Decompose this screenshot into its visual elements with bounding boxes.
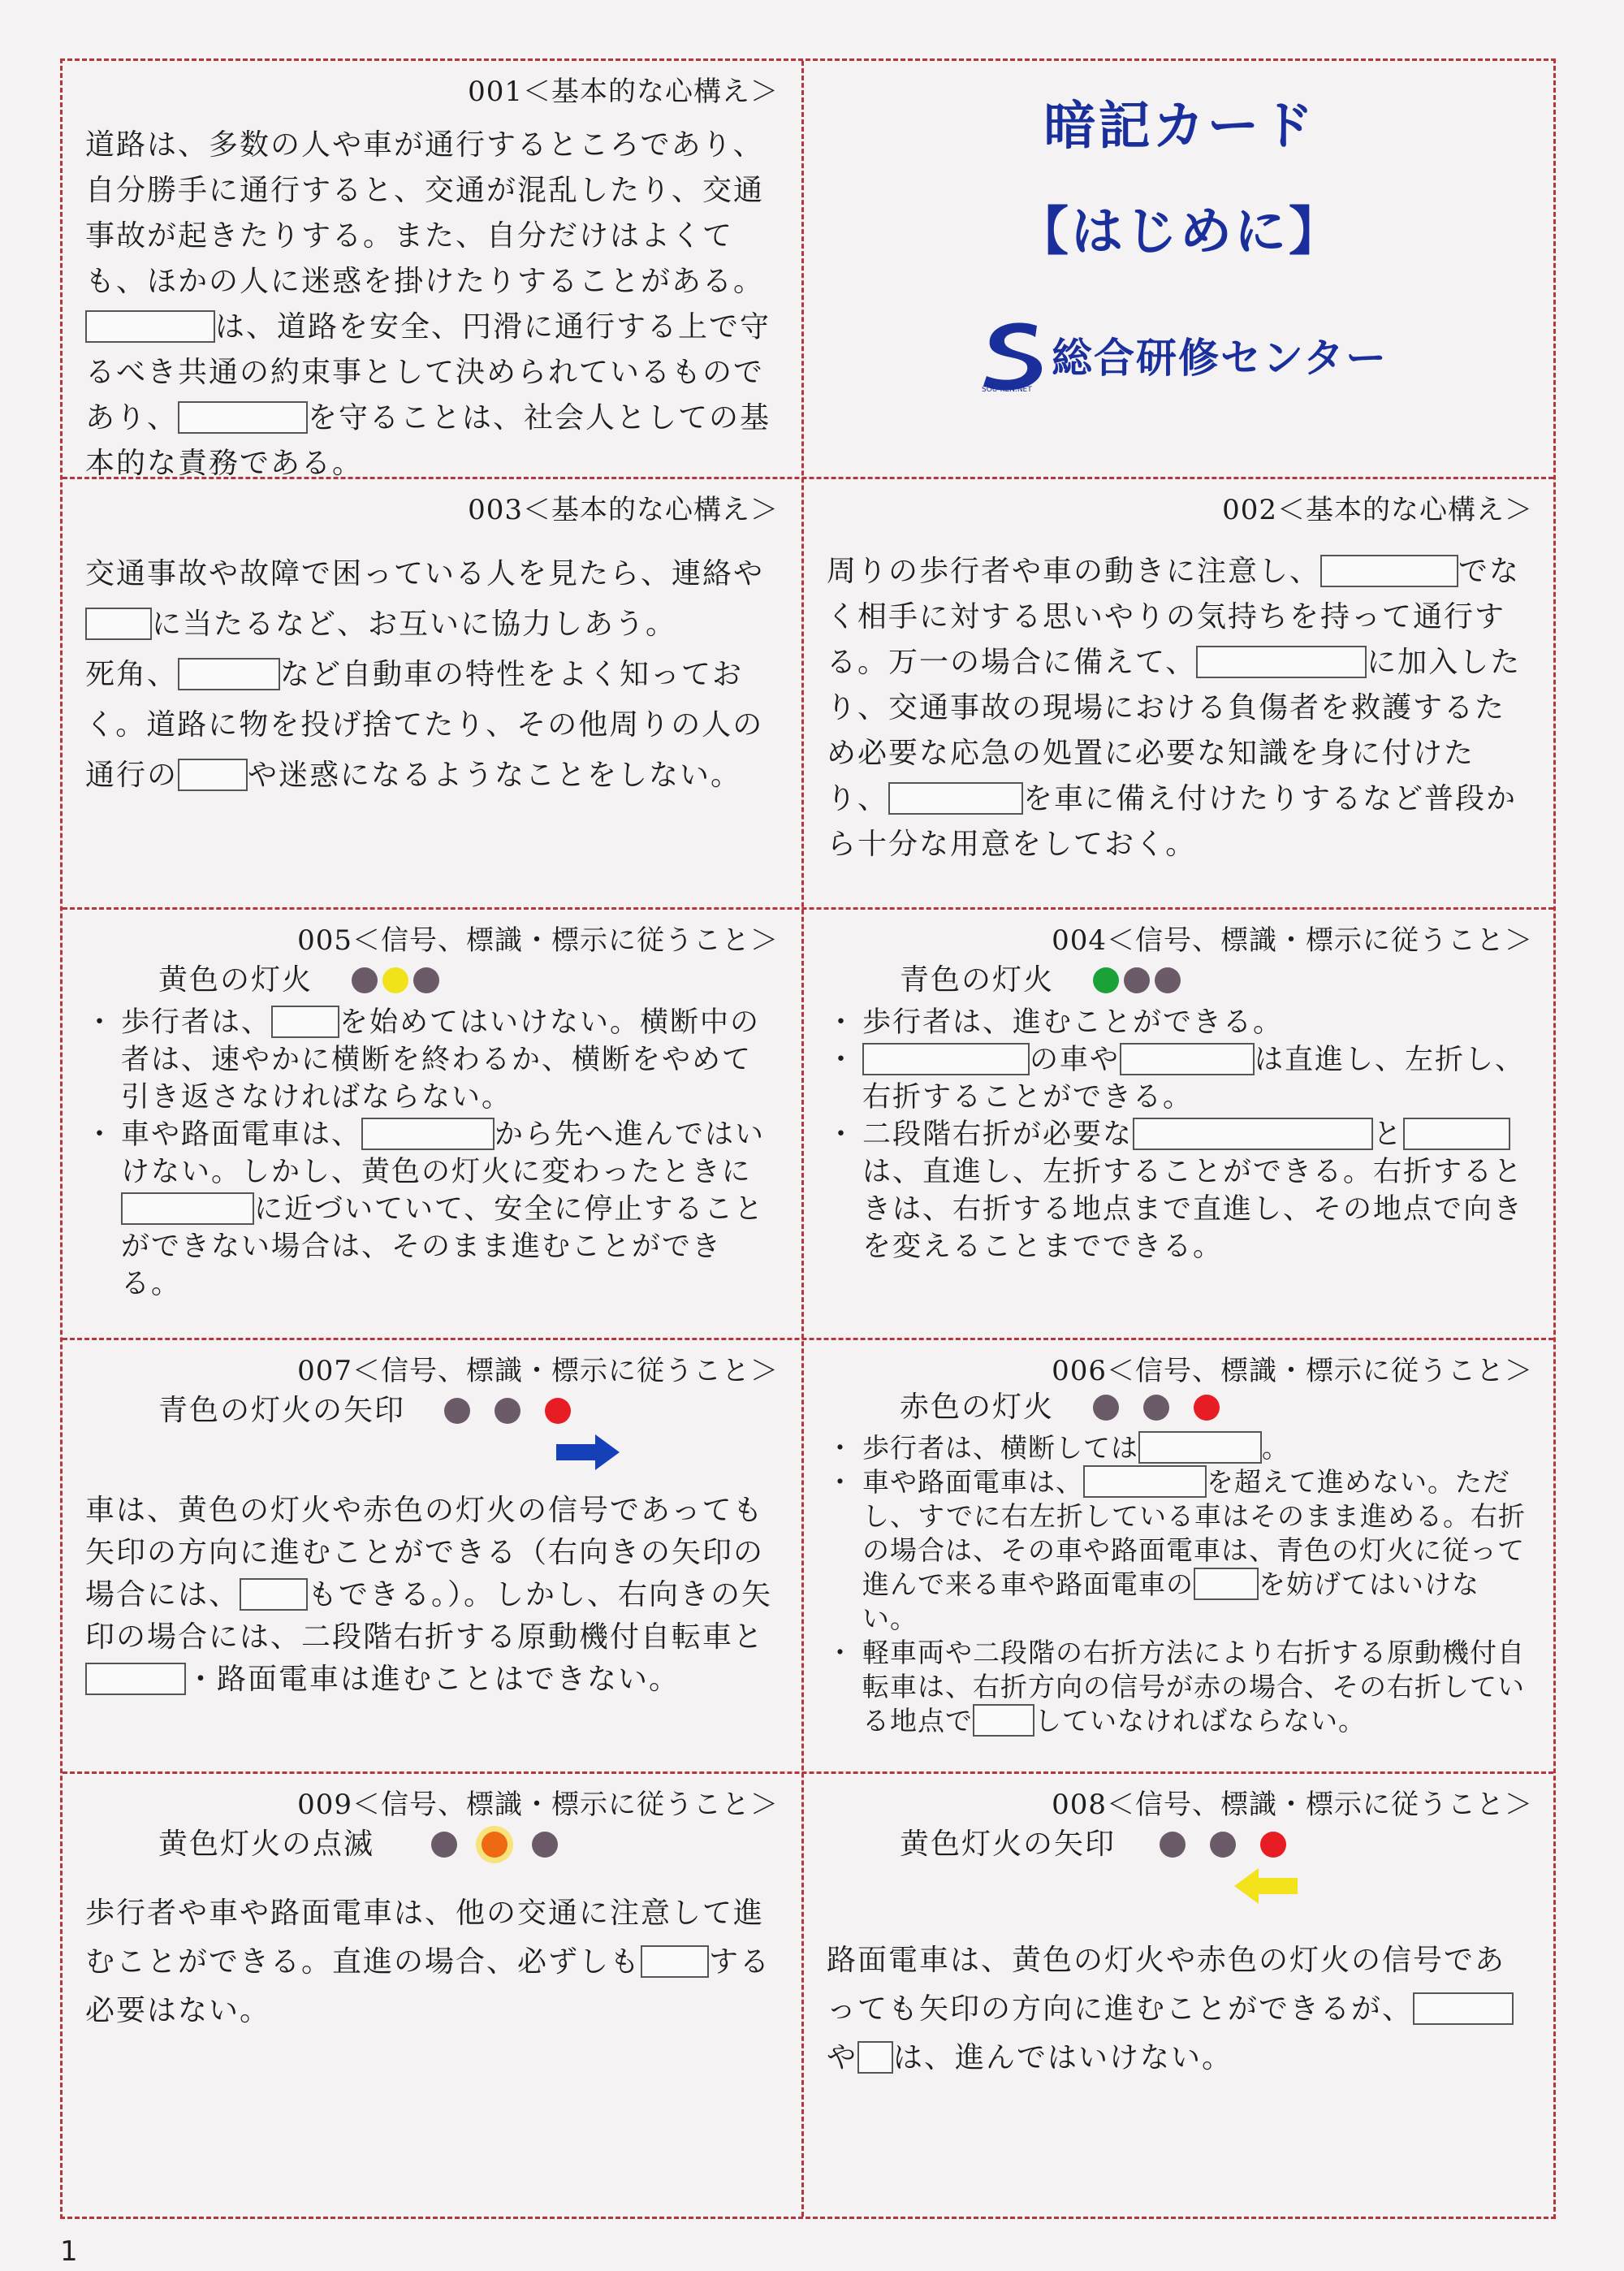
list-item: ・ 歩行者は、進むことができる。 (827, 1004, 1533, 1041)
rule-list (827, 1431, 1533, 1738)
signal-lamp-red-icon (545, 1398, 571, 1424)
signal-title: 黄色の灯火 (158, 963, 313, 997)
answer-blank[interactable] (888, 782, 1023, 815)
answer-blank[interactable] (1133, 1118, 1373, 1150)
answer-blank[interactable] (1083, 1465, 1207, 1498)
card-text: 交通事故や故障で困っている人を見たら、連絡やに当たるなど、お互いに協力しあう。 死角、 など自動車の特性をよく知っておく。道路に物を投げ捨てたり、その他周りの人の通行の や迷惑になるようなことをしない。 (85, 557, 765, 792)
signal-lamp-off-icon (1160, 1832, 1186, 1858)
answer-blank[interactable] (361, 1118, 495, 1150)
answer-blank[interactable] (1194, 1568, 1259, 1600)
signal-title: 青色の灯火の矢印 (158, 1394, 406, 1427)
answer-blank[interactable] (1120, 1043, 1255, 1075)
signal-row (158, 1824, 779, 1865)
card-002 (804, 479, 1556, 907)
answer-blank[interactable] (85, 608, 152, 640)
card-008 (804, 1774, 1556, 2219)
list-item: ・ の車や は直進し、左折し、右折することができる。 (827, 1041, 1533, 1116)
card-header: 005＜信号、標識・標示に従うこと＞ (297, 924, 779, 957)
signal-lamp-off-icon (352, 967, 378, 993)
answer-blank[interactable] (178, 759, 248, 791)
card-header: 009＜信号、標識・標示に従うこと＞ (297, 1789, 779, 1821)
signal-lamp-flashing-icon (482, 1832, 508, 1858)
signal-title: 黄色灯火の矢印 (900, 1828, 1116, 1861)
card-007 (63, 1340, 801, 1771)
signal-lamp-off-icon (444, 1398, 470, 1424)
answer-blank[interactable] (973, 1704, 1034, 1737)
page-title: 暗記カード (1043, 97, 1316, 157)
answer-blank[interactable] (857, 2041, 893, 2074)
signal-lamp-off-icon (1210, 1832, 1236, 1858)
signal-lamp-off-icon (1124, 967, 1150, 993)
list-item: ・ 歩行者は、 を始めてはいけない。横断中の者は、速やかに横断を終わるか、横断をやめて引き返さなければならない。 (85, 1004, 779, 1116)
rule-list (827, 1004, 1533, 1265)
list-item: ・ 歩行者は、横断しては 。 (827, 1431, 1533, 1465)
card-header: 006＜信号、標識・標示に従うこと＞ (1052, 1355, 1533, 1387)
card-header: 007＜信号、標識・標示に従うこと＞ (297, 1355, 779, 1387)
list-item: ・ 二段階右折が必要な とは、直進し、左折することができる。右折するときは、右折する地点まで直進し、その地点で向きを変えることまでできる。 (827, 1116, 1533, 1265)
answer-blank[interactable] (1413, 1992, 1514, 2025)
card-text: 車は、黄色の灯火や赤色の灯火の信号であっても矢印の方向に進むことができる（右向きの矢印の場合には、 もできる。）。しかし、右向きの矢印の場合には、二段階右折する原動機付自転車と・路面電車は進むことはできない。 (85, 1494, 773, 1696)
answer-blank[interactable] (1196, 646, 1367, 678)
answer-blank[interactable] (1138, 1431, 1262, 1464)
answer-blank[interactable] (1320, 555, 1458, 587)
card-sheet (60, 58, 1556, 2219)
signal-lamp-off-icon (1143, 1395, 1169, 1421)
card-header: 008＜信号、標識・標示に従うこと＞ (1052, 1789, 1533, 1821)
list-item: ・ 車や路面電車は、 から先へ進んではいけない。しかし、黄色の灯火に変わったときにに近づいていて、安全に停止することができない場合は、そのまま進むことができる。 (85, 1116, 779, 1303)
signal-lamp-off-icon (1155, 967, 1181, 993)
signal-row (158, 960, 779, 1001)
signal-row (900, 1387, 1533, 1428)
signal-title: 黄色灯火の点滅 (158, 1828, 375, 1861)
card-header: 004＜信号、標識・標示に従うこと＞ (1052, 924, 1533, 957)
logo-small-text: SOU-KEN.NET (982, 386, 1032, 392)
answer-blank[interactable] (85, 1663, 186, 1695)
signal-lamp-red-icon (1194, 1395, 1220, 1421)
rule-list (85, 1004, 779, 1303)
answer-blank[interactable] (85, 310, 215, 343)
signal-lamp-off-icon (413, 967, 439, 993)
card-005 (63, 910, 801, 1338)
card-003 (63, 479, 801, 907)
answer-blank[interactable] (121, 1192, 254, 1225)
card-header: 001＜基本的な心構え＞ (468, 76, 779, 108)
signal-row (900, 960, 1533, 1001)
card-001 (63, 61, 801, 477)
signal-lamp-off-icon (532, 1832, 558, 1858)
signal-title: 赤色の灯火 (900, 1391, 1055, 1424)
section-title: 【はじめに】 (1017, 202, 1343, 262)
card-006 (804, 1340, 1556, 1771)
signal-lamp-green-icon (1093, 967, 1119, 993)
card-text: 歩行者や車や路面電車は、他の交通に注意して進むことができる。直進の場合、必ずしも する必要はない。 (85, 1897, 771, 2027)
answer-blank[interactable] (240, 1578, 308, 1611)
card-header: 003＜基本的な心構え＞ (468, 494, 779, 526)
card-text: 道路は、多数の人や車が通行するところであり、自分勝手に通行すると、交通が混乱したり、交通事故が起きたりする。また、自分だけはよくても、ほかの人に迷惑を掛けたりすることがある。は、道路を安全、円滑に通行する上で守るべき共通の約束事として決められているものであり、 を守ることは、社会人としての基本的な責務である。 (85, 128, 771, 477)
list-item: ・ 軽車両や二段階の右折方法により右折する原動機付自転車は、右折方向の信号が赤の場合、その右折している地点で していなければならない。 (827, 1636, 1533, 1738)
page-number: 1 (60, 2235, 78, 2268)
left-arrow-icon (1233, 1868, 1298, 1904)
list-item: ・ 車や路面電車は、 を超えて進めない。ただし、すでに右左折している車はそのまま進める。右折の場合は、その車や路面電車は、青色の灯火に従って進んで来る車や路面電車の を妨げてはいけない。 (827, 1465, 1533, 1636)
s-logo-icon (980, 318, 1052, 392)
right-arrow-icon (556, 1434, 621, 1470)
card-header: 002＜基本的な心構え＞ (1222, 494, 1533, 526)
signal-lamp-off-icon (1093, 1395, 1119, 1421)
signal-row (158, 1391, 779, 1431)
answer-blank[interactable] (641, 1945, 709, 1978)
signal-lamp-off-icon (431, 1832, 457, 1858)
card-009 (63, 1774, 801, 2219)
brand-logo (835, 318, 1533, 392)
signal-title: 青色の灯火 (900, 963, 1055, 997)
signal-lamp-off-icon (495, 1398, 520, 1424)
signal-lamp-yellow-icon (382, 967, 408, 993)
card-text: 周りの歩行者や車の動きに注意し、 でなく相手に対する思いやりの気持ちを持って通行する。万一の場合に備えて、 に加入したり、交通事故の現場における負傷者を救護するため必要な応急の処置に必要な知識を身に付けたり、 を車に備え付けたりするなど普段から十分な用意をしておく。 (827, 555, 1522, 861)
answer-blank[interactable] (862, 1043, 1030, 1075)
answer-blank[interactable] (178, 401, 308, 434)
card-004 (804, 910, 1556, 1338)
answer-blank[interactable] (1403, 1118, 1510, 1150)
answer-blank[interactable] (271, 1006, 339, 1038)
signal-row (900, 1824, 1533, 1865)
signal-lamp-red-icon (1260, 1832, 1286, 1858)
card-text: 路面電車は、黄色の灯火や赤色の灯火の信号であっても矢印の方向に進むことができるが、や は、進んではいけない。 (827, 1936, 1533, 2083)
answer-blank[interactable] (178, 658, 280, 690)
logo-text: 総合研修センター (1052, 335, 1388, 382)
title-card (804, 61, 1556, 477)
